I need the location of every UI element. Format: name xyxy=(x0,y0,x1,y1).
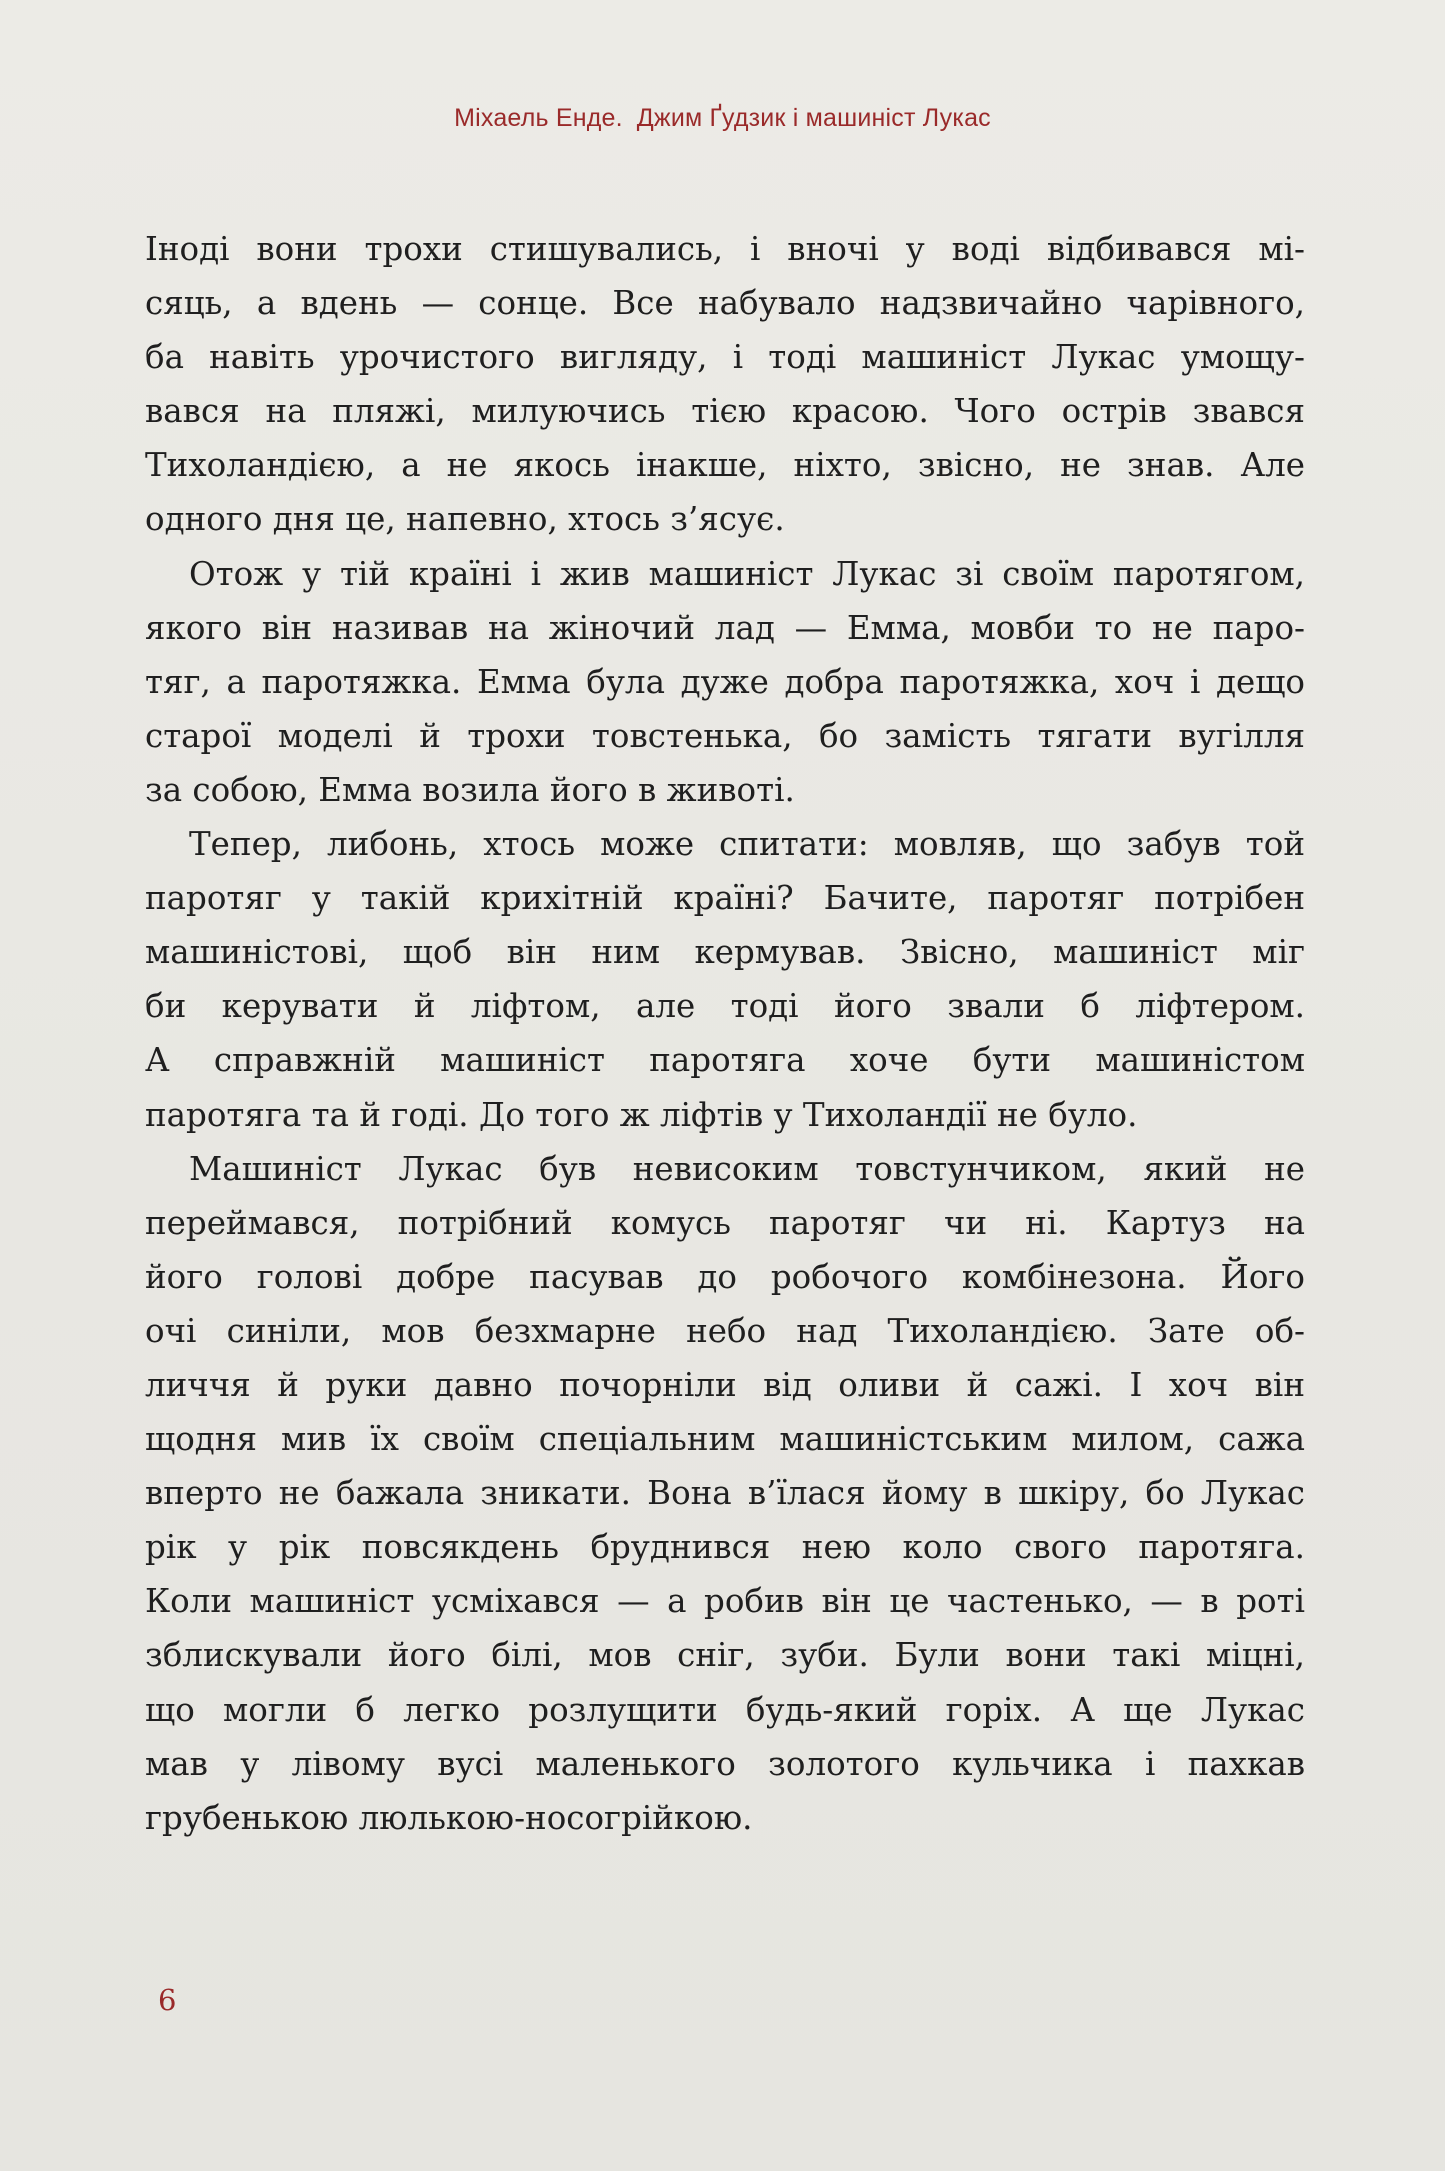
text-line: грубенькою люлькою-носогрійкою. xyxy=(145,1798,753,1837)
text-line: паротяга та й годі. До того ж ліфтів у Тихоландії не було. xyxy=(145,1095,1138,1134)
header-book-title: Джим Ґудзик і машиніст Лукас xyxy=(636,104,991,132)
text-line: за собою, Емма возила його в животі. xyxy=(145,770,795,809)
paragraph xyxy=(145,222,1305,547)
text-line: зблискували його білі, мов сніг, зуби. Були вони такі міцні, xyxy=(145,1636,1305,1675)
text-line: паротяг у такій крихітній країні? Бачите, паротяг потрібен xyxy=(145,879,1305,918)
text-line: личчя й руки давно почорніли від оливи й сажі. І хоч він xyxy=(145,1365,1305,1404)
text-line: Коли машиніст усміхався — а робив він це частенько, — в роті xyxy=(145,1582,1305,1621)
text-line: Тепер, либонь, хтось може спитати: мовляв, що забув той xyxy=(189,825,1305,864)
text-line: переймався, потрібний комусь паротяг чи ні. Картуз на xyxy=(145,1203,1305,1242)
text-line: якого він називав на жіночий лад — Емма, мовби то не паро- xyxy=(145,608,1305,647)
text-line: вався на пляжі, милуючись тією красою. Чого острів звався xyxy=(145,392,1305,431)
text-line: Іноді вони трохи стишувались, і вночі у воді відбивався мі- xyxy=(145,230,1305,268)
text-line: сяць, а вдень — сонце. Все набувало надзвичайно чарівного, xyxy=(145,284,1305,323)
text-line: тяг, а паротяжка. Емма була дуже добра паротяжка, хоч і дещо xyxy=(145,662,1305,701)
text-line: машиністові, щоб він ним кермував. Звісно, машиніст міг xyxy=(145,933,1305,972)
paragraph xyxy=(145,547,1305,817)
text-line: Тихоландією, а не якось інакше, ніхто, звісно, не знав. Але xyxy=(145,446,1305,485)
text-line: щодня мив їх своїм спеціальним машиністським милом, сажа xyxy=(145,1420,1305,1459)
page-number: 6 xyxy=(158,1983,177,2017)
text-line: очі синіли, мов безхмарне небо над Тихоландією. Зате об- xyxy=(145,1311,1305,1350)
header-author: Міхаель Енде. xyxy=(454,104,623,132)
paragraph xyxy=(145,817,1305,1142)
text-line: що могли б легко розлущити будь-який горіх. А ще Лукас xyxy=(145,1690,1305,1729)
text-line: вперто не бажала зникати. Вона в’їлася йому в шкіру, бо Лукас xyxy=(145,1474,1305,1513)
text-line: одного дня це, напевно, хтось з’ясує. xyxy=(145,500,785,539)
text-line: А справжній машиніст паротяга хоче бути машиністом xyxy=(145,1041,1305,1080)
text-line: його голові добре пасував до робочого комбінезона. Його xyxy=(145,1257,1305,1296)
text-line: би керувати й ліфтом, але тоді його звали б ліфтером. xyxy=(145,987,1305,1026)
text-line: Отож у тій країні і жив машиніст Лукас зі своїм паротягом, xyxy=(189,554,1305,593)
text-line: ба навіть урочистого вигляду, і тоді машиніст Лукас умощу- xyxy=(145,338,1305,377)
text-line: мав у лівому вусі маленького золотого кульчика і пахкав xyxy=(145,1744,1305,1783)
text-line: старої моделі й трохи товстенька, бо замість тягати вугілля xyxy=(145,716,1305,755)
paragraph xyxy=(145,1142,1305,1845)
body-text xyxy=(145,222,1305,1845)
text-line: рік у рік повсякдень бруднився нею коло свого паротяга. xyxy=(145,1528,1305,1567)
text-line: Машиніст Лукас був невисоким товстунчиком, який не xyxy=(189,1149,1305,1188)
running-head xyxy=(0,104,1445,133)
